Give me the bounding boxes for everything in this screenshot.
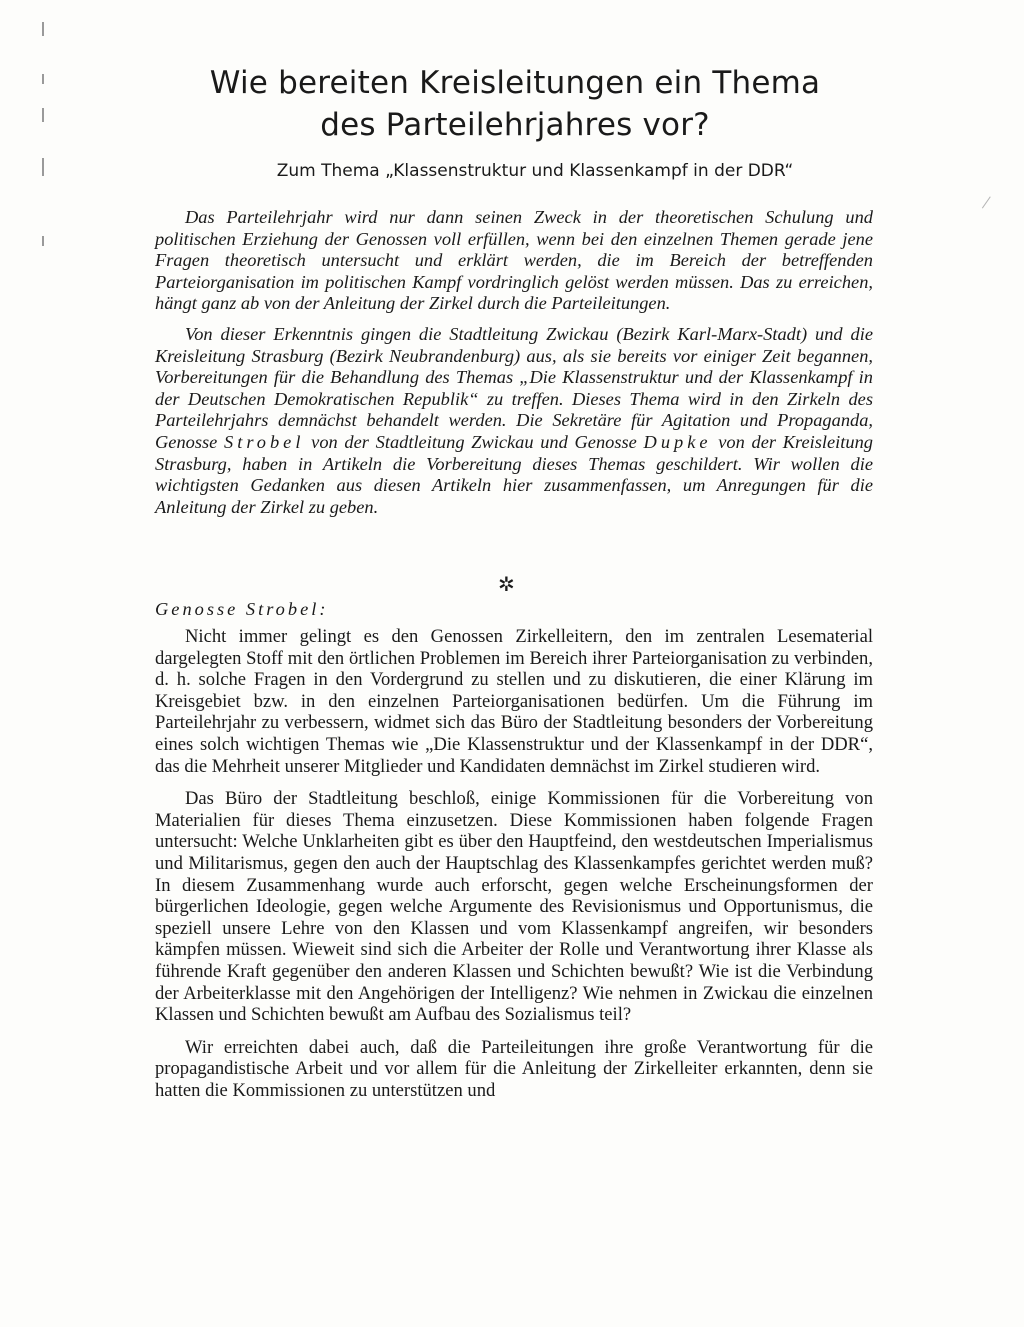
intro-section <box>155 207 873 527</box>
section-separator-icon: ✲ <box>498 572 515 596</box>
body-paragraph-3: Wir erreichten dabei auch, daß die Parteileitungen ihre große Verantwortung für die propagandistische Arbeit und vor allem für die Anleitung der Zirkelleiter erkannten, denn sie hatten die Kommissionen zu unterstützen und <box>155 1036 873 1101</box>
article-title <box>150 62 880 146</box>
name-strobel: Strobel <box>224 431 305 452</box>
body-paragraph-1: Nicht immer gelingt es den Genossen Zirkelleitern, den im zentralen Lesematerial dargelegten Stoff mit den örtlichen Problemen im Bereich ihrer Parteiorganisation zu verbinden, d. h. solche Fragen in den Vordergrund zu stellen und zu diskutieren, die einer Klärung im Kreisgebiet bzw. in den einzelnen Parteiorganisationen bedürfen. Um die Führung im Parteilehrjahr zu verbessern, widmet sich das Büro der Stadtleitung besonders der Vorbereitung eines solch wichtigen Themas wie „Die Klassenstruktur und der Klassenkampf in der DDR“, das die Mehrheit unserer Mitglieder und Kandidaten demnächst im Zirkel studieren wird. <box>155 626 873 777</box>
article-subtitle: Zum Thema „Klassenstruktur und Klassenkampf in der DDR“ <box>276 161 794 181</box>
title-line-2: des Parteilehrjahres vor? <box>320 107 710 143</box>
name-dupke: Dupke <box>643 431 712 452</box>
intro-paragraph-2-part-3: von der Kreisleitung Strasburg, haben in Artikeln die Vorbereitung dieses Themas geschildert. Wir wollen die wichtigsten Gedanken aus diesen Artikeln hier zusammenfassen, um Anregungen für die Anleitung der Zirkel zu geben. <box>155 431 873 517</box>
speaker-heading: Genosse Strobel: <box>155 599 329 619</box>
binding-margin-marks <box>42 0 45 1327</box>
body-section <box>155 626 873 1112</box>
intro-paragraph-2-part-2: von der Stadtleitung Zwickau und Genosse <box>311 431 637 452</box>
title-line-1: Wie bereiten Kreisleitungen ein Thema <box>209 65 821 101</box>
intro-paragraph-2-part-1: Von dieser Erkenntnis gingen die Stadtleitung Zwickau (Bezirk Karl-Marx-Stadt) und die Kreisleitung Strasburg (Bezirk Neubrandenburg) aus, als sie bereits vor einiger Zeit begannen, Vorbereitungen für die Behandlung des Themas „Die Klassenstruktur und der Klassenkampf in der Deutschen Demokratischen Republik“ zu treffen. Dieses Thema wird in den Zirkeln des Parteilehrjahrs demnächst behandelt werden. Die Sekretäre für Agitation und Propaganda, Genosse <box>155 323 873 452</box>
page-mark <box>982 196 998 213</box>
intro-paragraph-2 <box>155 324 873 518</box>
body-paragraph-2: Das Büro der Stadtleitung beschloß, einige Kommissionen für die Vorbereitung von Materialien für dieses Thema einzusetzen. Diese Kommissionen haben folgende Fragen untersucht: Welche Unklarheiten gibt es über den Hauptfeind, den westdeutschen Imperialismus und Militarismus, gegen den auch der Hauptschlag des Klassenkampfes gerichtet werden muß? In diesem Zusammenhang wurde auch erforscht, gegen welche Erscheinungsformen der bürgerlichen Ideologie, gegen welche Argumente des Revisionismus und Opportunismus, die speziell unsere Lehre von den Klassen und vom Klassenkampf angreifen, wir besonders kämpfen müssen. Wieweit sind sich die Arbeiter der Rolle und Verantwortung ihrer Klasse als führende Kraft gegenüber den anderen Klassen und Schichten bewußt? Wie ist die Verbindung der Arbeiterklasse mit den Angehörigen der Intelligenz? Wie nehmen in Zwickau die einzelnen Klassen und Schichten bewußt am Aufbau des Sozialismus teil? <box>155 788 873 1026</box>
intro-paragraph-1: Das Parteilehrjahr wird nur dann seinen Zweck in der theoretischen Schulung und politischen Erziehung der Genossen voll erfüllen, wenn bei den einzelnen Themen gerade jene Fragen theoretisch untersucht und erklärt werden, die im Bereich der betreffenden Parteiorganisation im politischen Kampf vordringlich gelöst werden müssen. Das zu erreichen, hängt ganz ab von der Anleitung der Zirkel durch die Parteileitungen. <box>155 207 873 314</box>
